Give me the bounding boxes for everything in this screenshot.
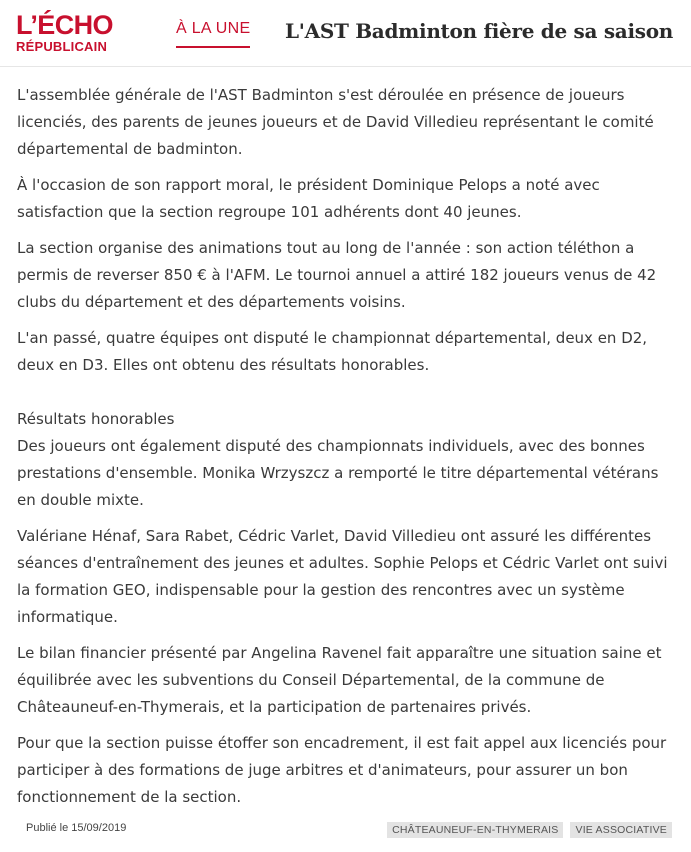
article-paragraph: Pour que la section puisse étoffer son encadrement, il est fait appel aux licenciés pour participer à des formations de juge arbitres et d'animateurs, pour assurer un bon fonctionnement de la section. [17, 734, 667, 806]
newspaper-logo[interactable] [16, 12, 136, 58]
article-paragraph: Valériane Hénaf, Sara Rabet, Cédric Varlet, David Villedieu ont assuré les différentes séances d'entraînement des jeunes et adultes. Sophie Pelops et Cédric Varlet ont suivi la formation GEO, indispensable pour la gestion des rencontres avec un système informatique. [17, 527, 668, 626]
article-paragraph: À l'occasion de son rapport moral, le président Dominique Pelops a noté avec satisfaction que la section regroupe 101 adhérents dont 40 jeunes. [17, 176, 600, 221]
tag-list [387, 822, 672, 838]
article-paragraph: L'an passé, quatre équipes ont disputé le championnat départemental, deux en D2, deux en D3. Elles ont obtenu des résultats honorables. [17, 329, 648, 374]
article-paragraph: Le bilan financier présenté par Angelina Ravenel fait apparaître une situation saine et équilibrée avec les subventions du Conseil Départemental, de la commune de Châteauneuf-en-Thymerais, et la participation de partenaires privés. [17, 644, 662, 716]
logo-line-1: L’ÉCHO [16, 10, 113, 40]
article-paragraph: La section organise des animations tout au long de l'année : son action téléthon a permis de reverser 850 € à l'AFM. Le tournoi annuel a attiré 182 joueurs venus de 42 clubs du département et des départements voisins. [17, 239, 657, 311]
tag-chateauneuf[interactable]: CHÂTEAUNEUF-EN-THYMERAIS [387, 822, 563, 838]
article-body [17, 82, 677, 820]
tab-a-la-une[interactable]: À LA UNE [176, 20, 250, 48]
tag-vie-associative[interactable]: VIE ASSOCIATIVE [570, 822, 672, 838]
article-headline: L'AST Badminton fière de sa saison [285, 19, 673, 43]
page-header [0, 0, 691, 67]
published-date: Publié le 15/09/2019 [26, 822, 127, 834]
article-footer [0, 818, 691, 844]
logo-line-2: RÉPUBLICAIN [16, 39, 108, 54]
article-subheading: Résultats honorables [17, 410, 175, 428]
article-paragraph: Des joueurs ont également disputé des championnats individuels, avec des bonnes prestations d'ensemble. Monika Wrzyszcz a remporté le titre départemental vétérans en double mixte. [17, 437, 659, 509]
article-paragraph: L'assemblée générale de l'AST Badminton s'est déroulée en présence de joueurs licenciés, des parents de jeunes joueurs et de David Villedieu représentant le comité départemental de badminton. [17, 86, 654, 158]
